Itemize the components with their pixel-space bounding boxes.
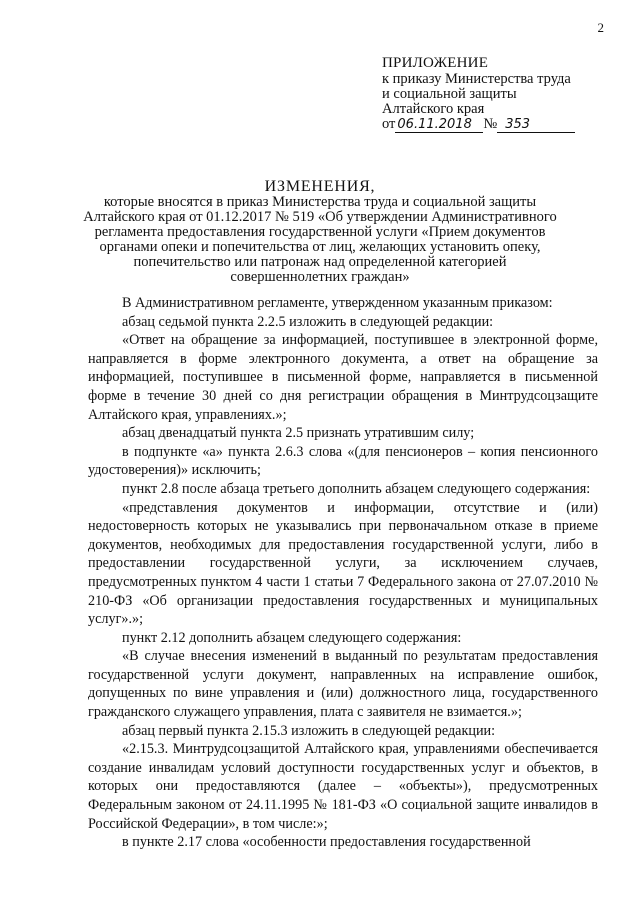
- appendix-title: ПРИЛОЖЕНИЕ: [382, 55, 489, 71]
- appendix-block: [382, 56, 575, 133]
- paragraph: абзац первый пункта 2.15.3 изложить в следующей редакции:: [122, 722, 496, 739]
- order-number-handwritten: 353: [497, 117, 575, 133]
- order-date-handwritten: 06.11.2018: [395, 117, 483, 133]
- appendix-line: и социальной защиты: [382, 86, 517, 102]
- document-heading: [80, 179, 560, 285]
- appendix-line: Алтайского края: [382, 101, 485, 117]
- document-body: [88, 294, 598, 852]
- heading-title: ИЗМЕНЕНИЯ,: [264, 178, 376, 195]
- paragraph: «представления документов и информации, отсутствие и (или) недостоверность которых не указывались при первоначальном отказе в приеме документов, необходимых для предоставления государственной услуги, либо в предоставлении государственной услуги, за исключением случаев, предусмотренных пунктом 4 части 1 статьи 7 Федерального закона от 27.07.2010 № 210-ФЗ «Об организации предоставления государственных и муниципальных услуг».»;: [88, 499, 598, 628]
- page-number: 2: [597, 20, 604, 35]
- paragraph: «В случае внесения изменений в выданный по результатам предоставления государственной услуги документ, направленных на исправление ошибок, допущенных по вине управления и (или) должностного лица, государственного гражданского служащего управления, плата с заявителя не взимается.»;: [88, 648, 598, 721]
- paragraph: В Административном регламенте, утвержденном указанным приказом:: [122, 295, 553, 311]
- paragraph: пункт 2.12 дополнить абзацем следующего содержания:: [122, 629, 462, 646]
- order-date-number-line: [382, 117, 575, 133]
- paragraph: в подпункте «а» пункта 2.6.3 слова «(для пенсионеров – копия пенсионного удостоверения)» исключить;: [88, 443, 598, 479]
- appendix-line: к приказу Министерства труда: [382, 71, 571, 87]
- heading-subtitle: которые вносятся в приказ Министерства труда и социальной защиты Алтайского края от 01.12.2017 № 519 «Об утверждении Административного регламента предоставления государственной услуги «Прием документов органами опеки и попечительства от лиц, желающих установить опеку, попечительство или патронаж над определенной категорией совершеннолетних граждан»: [83, 194, 557, 285]
- paragraph: абзац двенадцатый пункта 2.5 признать утратившим силу;: [122, 425, 475, 442]
- paragraph: абзац седьмой пункта 2.2.5 изложить в следующей редакции:: [122, 313, 494, 330]
- paragraph: пункт 2.8 после абзаца третьего дополнить абзацем следующего содержания:: [122, 480, 591, 497]
- paragraph: «Ответ на обращение за информацией, поступившее в электронной форме, направляется в форме электронного документа, а ответ на обращение за информацией, поступившее в письменной форме, направляется в письменной форме в течение 30 дней со дня регистрации обращения в Минтрудсоцзащите Алтайского края, управлениях.»;: [88, 332, 598, 423]
- number-prefix: №: [483, 116, 498, 132]
- paragraph: «2.15.3. Минтрудсоцзащитой Алтайского края, управлениями обеспечивается создание инвалидам условий доступности государственных услуг и объектов, в которых они предоставляются (далее – «объекты»), предусмотренных Федеральным законом от 24.11.1995 № 181-ФЗ «О социальной защите инвалидов в Российской Федерации», в том числе:»;: [88, 741, 598, 832]
- paragraph: в пункте 2.17 слова «особенности предоставления государственной: [122, 834, 531, 851]
- date-prefix: от: [382, 116, 396, 132]
